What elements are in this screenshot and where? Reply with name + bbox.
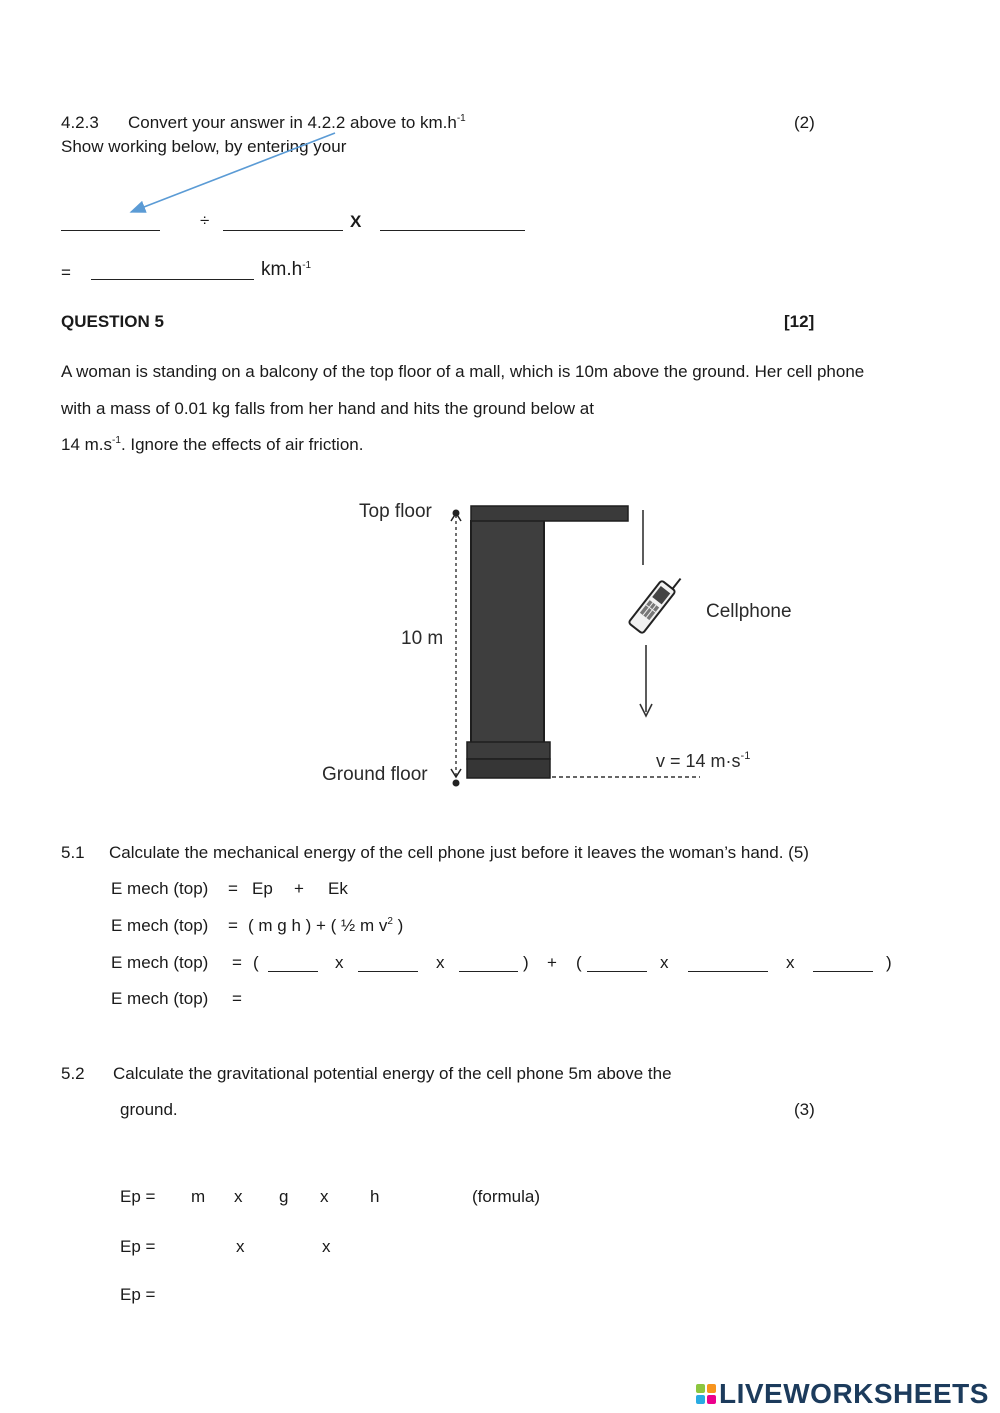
q52-line1-x2: x	[320, 1187, 329, 1206]
logo-grid-icon	[696, 1384, 716, 1404]
label-velocity-text: v = 14 m·s	[656, 751, 741, 771]
q5-speed: 14 m.s	[61, 435, 113, 454]
q51-line4-equals: =	[232, 989, 242, 1008]
logo-square-e	[707, 1395, 716, 1404]
q52-input-h[interactable]	[342, 1233, 397, 1259]
q51-blank-half[interactable]	[587, 971, 647, 972]
q51-line3-equals: =	[232, 953, 242, 972]
q51-line2-expression	[248, 916, 403, 936]
q52-line1-x1: x	[234, 1187, 243, 1206]
q51-times-3: x	[660, 953, 669, 972]
q51-line1-equals: =	[228, 879, 238, 898]
q51-line1-ep: Ep	[252, 879, 273, 898]
building-base-lower	[467, 759, 550, 778]
q52-line3-ep: Ep =	[120, 1285, 156, 1304]
q423-instruction: Show working below, by entering your	[61, 137, 347, 156]
q51-times-2: x	[436, 953, 445, 972]
q51-times-4: x	[786, 953, 795, 972]
label-velocity	[656, 750, 750, 771]
q51-blank-h[interactable]	[459, 971, 518, 972]
q51-question: Calculate the mechanical energy of the cell phone just before it leaves the woman’s hand. (5)	[109, 843, 809, 862]
q51-number: 5.1	[61, 843, 85, 862]
q51-blank-mass[interactable]	[688, 971, 768, 972]
q51-line1-plus: +	[294, 879, 304, 898]
q51-open-paren-2: (	[576, 953, 582, 972]
logo-square-v	[696, 1395, 705, 1404]
q52-line2-x2: x	[322, 1237, 331, 1256]
q5-friction-note: . Ignore the effects of air friction.	[120, 435, 364, 454]
building-base-upper	[467, 742, 550, 759]
q52-question: Calculate the gravitational potential energy of the cell phone 5m above the	[113, 1064, 672, 1083]
q52-line1-formula: (formula)	[472, 1187, 541, 1206]
q51-blank-m[interactable]	[268, 971, 318, 972]
q5-text-line-2: with a mass of 0.01 kg falls from her hand and hits the ground below at	[61, 399, 594, 418]
q52-input-m[interactable]	[170, 1233, 225, 1259]
label-top-floor: Top floor	[359, 501, 432, 522]
q52-line1-ep: Ep =	[120, 1187, 156, 1206]
question-5-marks: [12]	[784, 312, 815, 331]
label-velocity-exponent: -1	[740, 750, 751, 762]
label-cellphone: Cellphone	[706, 601, 792, 622]
q423-unit-exponent: -1	[302, 260, 312, 271]
q52-marks: (3)	[794, 1100, 815, 1119]
balcony-slab	[471, 506, 628, 521]
q51-answer-field[interactable]	[255, 985, 555, 1011]
q51-line1-ek: Ek	[328, 879, 348, 898]
q51-line2-terms: ( m g h ) + ( ½ m v	[248, 916, 388, 935]
q51-blank-g[interactable]	[358, 971, 418, 972]
q51-line4-label: E mech (top)	[111, 989, 209, 1008]
q52-input-g[interactable]	[255, 1233, 310, 1259]
q423-number: 4.2.3	[61, 113, 99, 132]
q51-line2-close: )	[397, 916, 404, 935]
q52-question-cont: ground.	[120, 1100, 178, 1119]
q423-times-sign: X	[350, 212, 362, 231]
cellphone-icon	[628, 570, 683, 634]
q51-open-paren-1: (	[253, 953, 259, 972]
q423-unit-text: km.h	[261, 259, 303, 280]
q52-line2-x1: x	[236, 1237, 245, 1256]
label-ground-floor: Ground floor	[322, 764, 428, 785]
q52-line1-g: g	[279, 1187, 289, 1206]
q51-line2-exponent: 2	[387, 916, 393, 927]
q51-close-paren-2: )	[886, 953, 892, 972]
building-column	[471, 520, 544, 742]
q52-line1-h: h	[370, 1187, 380, 1206]
logo-square-i	[707, 1384, 716, 1393]
question-5-title: QUESTION 5	[61, 312, 164, 331]
q52-line1-m: m	[191, 1187, 206, 1206]
q423-text: Convert your answer in 4.2.2 above to km.h	[128, 113, 457, 132]
logo-text: LIVEWORKSHEETS	[719, 1378, 989, 1409]
q51-times-1: x	[335, 953, 344, 972]
q52-answer-field[interactable]	[165, 1281, 365, 1307]
q51-line2-label: E mech (top)	[111, 916, 209, 935]
q423-exponent: -1	[456, 113, 466, 124]
q51-blank-v2[interactable]	[813, 971, 873, 972]
q51-line3-label: E mech (top)	[111, 953, 209, 972]
q5-speed-exponent: -1	[112, 435, 121, 446]
q52-line2-ep: Ep =	[120, 1237, 156, 1256]
q51-close-paren-1: )	[523, 953, 529, 972]
logo-square-l	[696, 1384, 705, 1393]
q5-text-line-1: A woman is standing on a balcony of the top floor of a mall, which is 10m above the ground. Her cell phone	[61, 362, 865, 381]
q51-line2-equals: =	[228, 916, 238, 935]
q52-number: 5.2	[61, 1064, 85, 1083]
liveworksheets-logo	[696, 1377, 989, 1411]
q423-divide-sign: ÷	[200, 211, 210, 230]
q423-marks: (2)	[794, 113, 815, 132]
label-height: 10 m	[401, 628, 444, 649]
q51-line1-label: E mech (top)	[111, 879, 209, 898]
q423-equals-sign: =	[61, 263, 71, 282]
q51-plus: +	[547, 953, 557, 972]
